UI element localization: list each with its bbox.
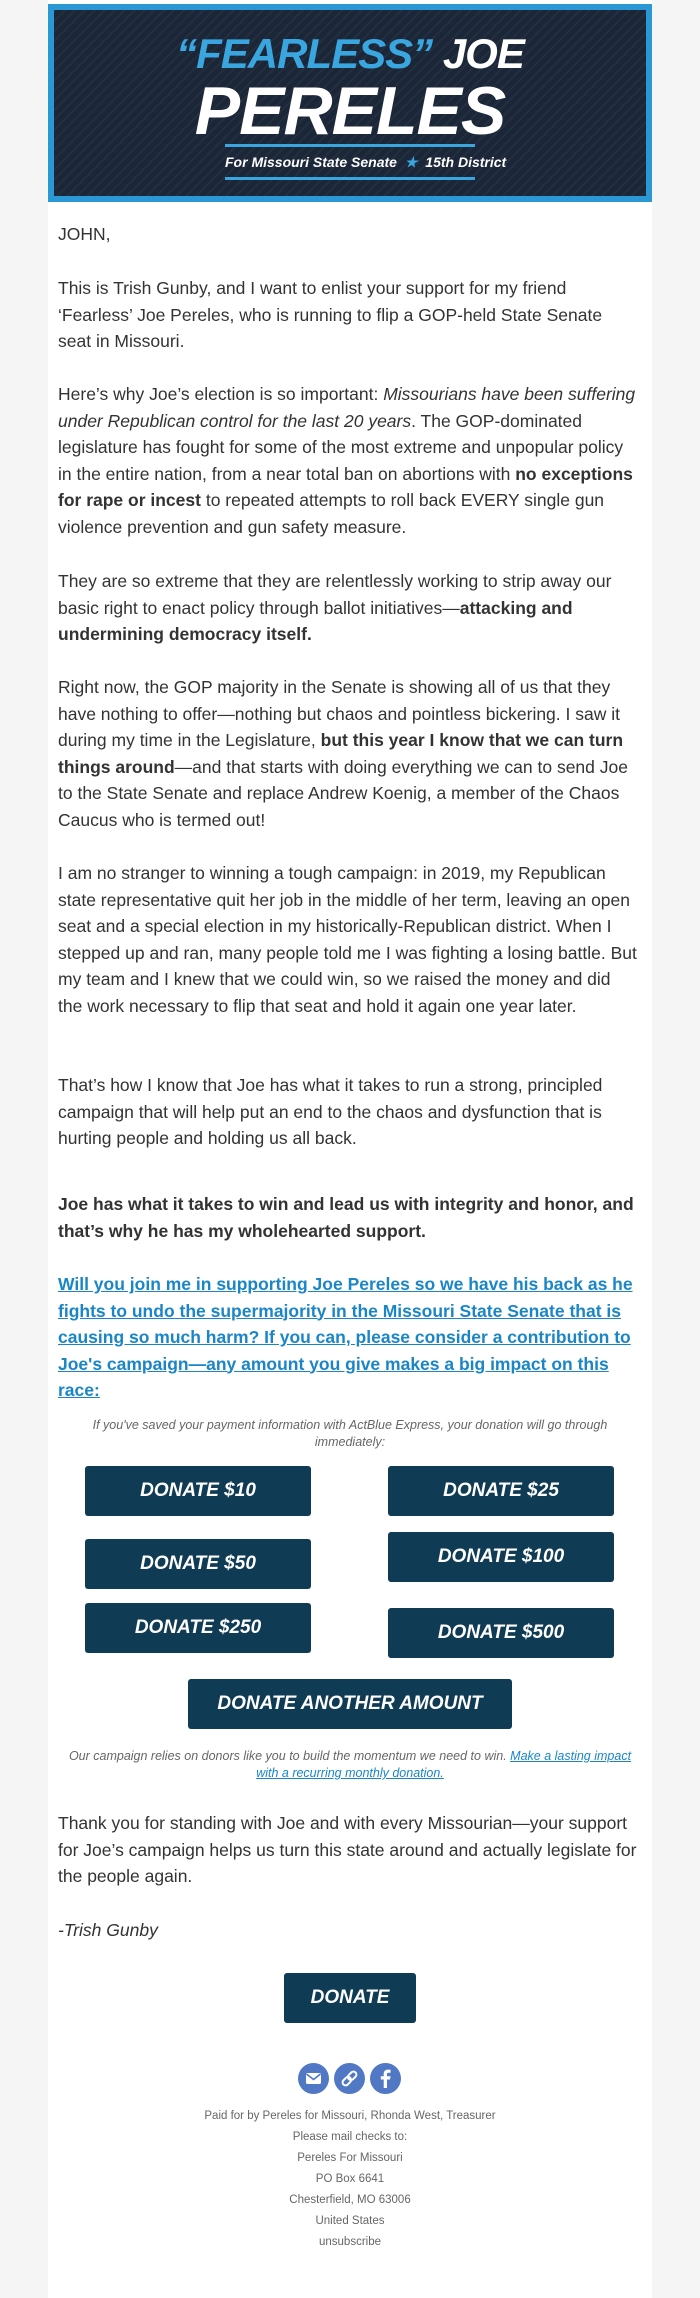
donate-another-amount-button[interactable]: DONATE ANOTHER AMOUNT (188, 1679, 512, 1729)
donate-100-button[interactable]: DONATE $100 (388, 1532, 614, 1582)
text-run: Right now, the GOP majority in the Senate is showing all of us that they have nothing to offer—nothing but chaos and pointless bickering. I saw it during my time in the Legislature, (58, 677, 620, 750)
text-run: Here’s why Joe’s election is so important: (58, 384, 384, 404)
paragraph-text (58, 381, 638, 540)
facebook-glyph (370, 2063, 401, 2094)
paragraph-intro (58, 275, 638, 355)
paid-for-disclaimer: Paid for by Pereles for Missouri, Rhonda West, Treasurer (204, 2110, 496, 2122)
mail-checks-label: Please mail checks to: (292, 2131, 408, 2143)
paragraph-text: Thank you for standing with Joe and with every Missourian—your support for Joe’s campaign helps us turn this state around and actually legislate for the people again. (58, 1813, 637, 1886)
banner-first-name: JOE (442, 30, 524, 77)
link-icon[interactable] (334, 2063, 365, 2094)
address-country: United States (315, 2215, 385, 2227)
banner-office: For Missouri State Senate (225, 154, 397, 170)
envelope-glyph (298, 2063, 329, 2094)
bold-text: but this year I know that we can turn things around (58, 730, 624, 777)
text-run: to repeated attempts to roll back EVERY single gun violence prevention and gun safety measure. (58, 490, 605, 537)
banner-surname: PERELES (194, 73, 506, 149)
text-run: —and that starts with doing everything we can to send Joe to the State Senate and replace Andrew Koenig, a member of the Chaos Caucus who is termed out! (58, 756, 628, 830)
paragraph-text: Joe has what it takes to win and lead us with integrity and honor, and that’s why he has my wholehearted support. (58, 1194, 634, 1241)
facebook-icon[interactable] (370, 2063, 401, 2094)
paragraph-support (58, 1191, 638, 1244)
donate-10-button[interactable]: DONATE $10 (85, 1466, 311, 1516)
star-icon: ★ (404, 154, 418, 170)
contribution-link[interactable]: Will you join me in supporting Joe Pereles so we have his back as he fights to undo the supermajority in the Missouri State Senate that is causing so much harm? If you can, please consider a contribution to Joe's campaign—any amount you give makes a big impact on this race: (58, 1274, 633, 1400)
donate-50-button[interactable]: DONATE $50 (85, 1539, 311, 1589)
address-org: Pereles For Missouri (297, 2152, 403, 2164)
bold-text: no exceptions for rape or incest (58, 463, 633, 510)
paragraph-extreme (58, 568, 638, 648)
paragraph-right-now (58, 674, 638, 833)
bold-text: attacking and undermining democracy itself. (58, 597, 573, 644)
paragraph-campaign-story (58, 860, 638, 1019)
email-body (48, 0, 652, 2298)
paragraph-text: That’s how I know that Joe has what it takes to run a strong, principled campaign that will help put an end to the chaos and dysfunction that is hurting people and holding us all back. (58, 1075, 603, 1148)
address-po-box: PO Box 6641 (315, 2173, 385, 2185)
paragraph-text: I am no stranger to winning a tough campaign: in 2019, my Republican state representative quit her job in the middle of her term, leaving an open seat and a special election in my historically-Republican district. When I stepped up and ran, many people told me I was fighting a losing battle. But my team and I knew that we could win, so we raised the money and did the work necessary to flip that seat and hold it again one year later. (58, 863, 637, 1016)
paragraph-text (58, 568, 638, 648)
recurring-note (68, 1748, 632, 1782)
paragraph-joe-has-what-it-takes (58, 1072, 638, 1152)
header-banner (48, 4, 652, 202)
paragraph-text: This is Trish Gunby, and I want to enlist your support for my friend ‘Fearless’ Joe Pereles, who is running to flip a GOP-held State Senate seat in Missouri. (58, 278, 603, 351)
signature: -Trish Gunby (58, 1920, 158, 1940)
salutation: JOHN, (58, 224, 111, 244)
recurring-donation-link[interactable]: Make a lasting impact with a recurring monthly donation. (256, 1749, 632, 1780)
banner-subtitle (225, 144, 507, 180)
email-icon[interactable] (298, 2063, 329, 2094)
chain-glyph (334, 2063, 365, 2094)
paragraph-closing (58, 1810, 638, 1890)
banner-logo (54, 10, 646, 196)
banner-title-line1 (54, 32, 646, 76)
actblue-express-note: If you've saved your payment information with ActBlue Express, your donation will go through immediately: (92, 1418, 608, 1449)
text-run: They are so extreme that they are relentlessly working to strip away our basic right to enact policy through ballot initiatives— (58, 571, 612, 618)
emphasis-text: Missourians have been suffering under Republican control for the last 20 years (58, 384, 636, 431)
banner-nickname: “FEARLESS” (176, 30, 433, 77)
banner-district: 15th District (425, 154, 507, 170)
donate-25-button[interactable]: DONATE $25 (388, 1466, 614, 1516)
recurring-text: Our campaign relies on donors like you to build the momentum we need to win. (68, 1749, 511, 1763)
paragraph-why (58, 381, 638, 540)
donate-button[interactable]: DONATE (284, 1973, 416, 2023)
address-city: Chesterfield, MO 63006 (289, 2194, 411, 2206)
paragraph-text (58, 674, 638, 833)
donate-500-button[interactable]: DONATE $500 (388, 1608, 614, 1658)
text-run: . The GOP-dominated legislature has fought for some of the most extreme and unpopular policy in the entire nation, from a near total ban on abortions with (58, 410, 624, 484)
unsubscribe-link[interactable]: unsubscribe (318, 2236, 381, 2248)
donate-250-button[interactable]: DONATE $250 (85, 1603, 311, 1653)
